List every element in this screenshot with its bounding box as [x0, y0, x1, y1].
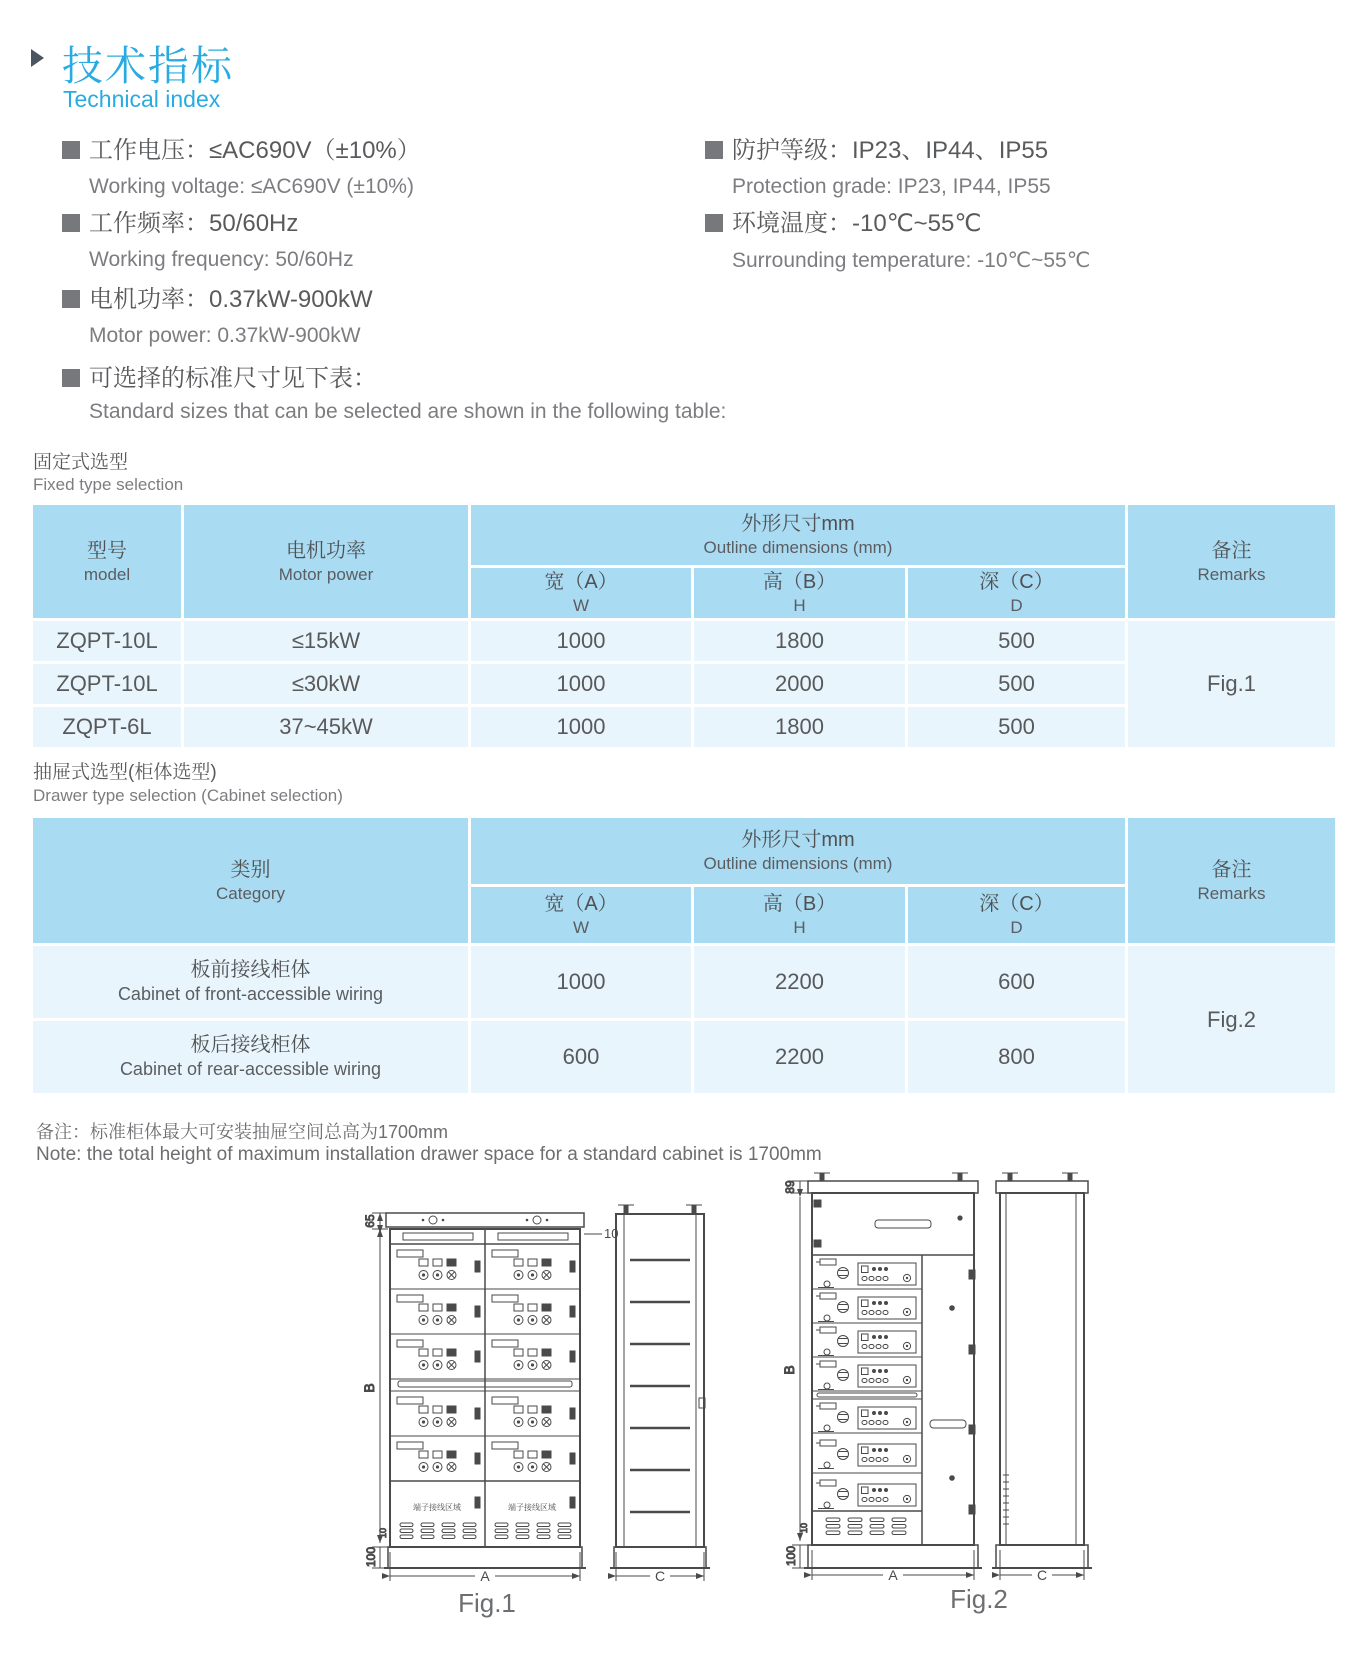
header-en: Category	[216, 883, 285, 903]
header-cn: 宽（A）	[544, 893, 618, 916]
cell-category	[33, 946, 468, 1018]
fig2-side-view	[992, 1173, 1092, 1583]
spec-en-line: Protection grade: IP23, IP44, IP55	[732, 175, 1051, 198]
cell-depth: 500	[908, 664, 1125, 704]
cell-depth: 800	[908, 1021, 1125, 1093]
col-header-width	[471, 568, 691, 618]
header-cn: 备注	[1211, 858, 1252, 881]
fig1-dim-width: A	[480, 1568, 490, 1584]
bullet-square-icon	[62, 290, 80, 308]
category-en: Cabinet of rear-accessible wiring	[119, 1059, 382, 1080]
spec-cn-line	[705, 203, 1090, 238]
fig1-terminal-area-label: 端子接线区域	[508, 1503, 556, 1512]
note-en: Note: the total height of maximum installation drawer space for a standard cabinet is 1700mm	[36, 1144, 822, 1165]
col-header-depth	[908, 568, 1125, 618]
fig1-dim-base-height: 100	[364, 1546, 378, 1568]
header-en: Outline dimensions (mm)	[703, 538, 893, 558]
header-cn: 电机功率	[286, 539, 366, 562]
col-header-height	[694, 887, 905, 943]
fixed-type-table	[30, 502, 1338, 750]
spec-en-line: Motor power: 0.37kW-900kW	[89, 324, 361, 347]
header-en: Remarks	[1197, 564, 1266, 584]
cell-model: ZQPT-10L	[33, 621, 181, 661]
bullet-square-icon	[62, 214, 80, 232]
fig1-side-view	[610, 1205, 710, 1584]
header-en: Motor power	[278, 564, 374, 584]
header-cn: 宽（A）	[544, 571, 618, 594]
table-row	[33, 946, 1335, 1018]
header-en: D	[1010, 596, 1023, 616]
table-row	[33, 621, 1335, 661]
spec-en-line: Working frequency: 50/60Hz	[89, 248, 354, 271]
cell-depth: 500	[908, 621, 1125, 661]
fig2-caption: Fig.2	[950, 1584, 1008, 1614]
fig2-front-view	[804, 1173, 982, 1568]
spec-text: 工作电压：≤AC690V（±10%）	[89, 137, 421, 164]
cell-width: 600	[471, 1021, 691, 1093]
drawer-type-table	[30, 815, 1338, 1096]
category-cn: 板前接线柜体	[190, 959, 311, 982]
section-arrow-icon	[31, 49, 44, 67]
bullet-square-icon	[62, 141, 80, 159]
spec-cn-line	[62, 130, 421, 165]
page-title: 技术指标	[62, 43, 234, 89]
spec-text: 电机功率：0.37kW-900kW	[89, 286, 373, 313]
header-en: Outline dimensions (mm)	[703, 854, 893, 874]
spec-cn-line	[705, 130, 1051, 165]
fig2-dim-body-height: B	[781, 1365, 797, 1375]
cell-width: 1000	[471, 946, 691, 1018]
note-cn: 备注：标准柜体最大可安装抽屉空间总高为1700mm	[36, 1122, 449, 1142]
cell-model: ZQPT-6L	[33, 707, 181, 747]
cell-height: 2200	[694, 1021, 905, 1093]
page-subtitle: Technical index	[63, 86, 221, 112]
header-cn: 深（C）	[979, 571, 1054, 594]
col-header-motor-power	[184, 505, 468, 618]
cell-width: 1000	[471, 664, 691, 704]
cell-model: ZQPT-10L	[33, 664, 181, 704]
section-drawer-cn: 抽屉式选型(柜体选型)	[33, 762, 217, 783]
cell-width: 1000	[471, 621, 691, 661]
spec-cn-line	[62, 358, 726, 393]
category-en: Cabinet of front-accessible wiring	[117, 984, 384, 1005]
fig1-dim-top-gap: 10	[604, 1226, 619, 1241]
fig1-fixed-cabinet-drawing	[358, 1185, 718, 1625]
header-cn: 外形尺寸mm	[741, 829, 855, 852]
cell-width: 1000	[471, 707, 691, 747]
fig2-dim-vent-gap: 10	[799, 1522, 809, 1534]
cell-power: ≤15kW	[184, 621, 468, 661]
header-en: W	[572, 918, 590, 938]
spec-motor-power	[62, 279, 373, 348]
bullet-square-icon	[705, 214, 723, 232]
header-cn: 外形尺寸mm	[741, 513, 855, 536]
spec-en-line: Working voltage: ≤AC690V (±10%)	[89, 175, 414, 198]
cell-height: 2200	[694, 946, 905, 1018]
header-cn: 深（C）	[979, 893, 1054, 916]
spec-text: 环境温度：-10℃~55℃	[732, 210, 982, 237]
fig1-dim-vent-gap: 10	[378, 1527, 388, 1539]
col-header-category	[33, 818, 468, 943]
cell-power: ≤30kW	[184, 664, 468, 704]
header-en: W	[572, 596, 590, 616]
spec-surrounding-temperature	[705, 203, 1090, 273]
cell-remarks: Fig.1	[1128, 621, 1335, 747]
fig2-dim-base-height: 100	[784, 1545, 798, 1567]
col-header-depth	[908, 887, 1125, 943]
spec-text: 工作频率：50/60Hz	[89, 210, 299, 237]
header-cn: 高（B）	[762, 893, 837, 916]
fig1-dim-cap-height: 65	[363, 1214, 377, 1228]
cell-height: 1800	[694, 621, 905, 661]
fig1-dim-depth: C	[654, 1568, 666, 1584]
spec-text: 可选择的标准尺寸见下表：	[89, 365, 377, 392]
col-header-remarks	[1128, 818, 1335, 943]
header-cn: 备注	[1211, 539, 1252, 562]
header-cn: 型号	[87, 539, 127, 562]
fig2-dimensions	[781, 1180, 974, 1583]
cell-power: 37~45kW	[184, 707, 468, 747]
fig1-front-view	[384, 1213, 586, 1568]
fig1-caption: Fig.1	[458, 1588, 516, 1618]
col-header-outline-dimensions	[471, 505, 1125, 565]
header-en: H	[793, 596, 806, 616]
col-header-model	[33, 505, 181, 618]
fig1-terminal-area-label: 端子接线区域	[413, 1503, 461, 1512]
header-en: Remarks	[1197, 883, 1266, 903]
col-header-outline-dimensions	[471, 818, 1125, 884]
cell-depth: 600	[908, 946, 1125, 1018]
spec-working-voltage	[62, 130, 421, 199]
spec-cn-line	[62, 203, 354, 238]
fig2-dim-depth: C	[1036, 1567, 1048, 1583]
spec-standard-sizes	[62, 358, 726, 424]
col-header-remarks	[1128, 505, 1335, 618]
header-en: H	[793, 918, 806, 938]
spec-en-line: Surrounding temperature: -10℃~55℃	[732, 249, 1091, 272]
header-en: D	[1010, 918, 1023, 938]
bullet-square-icon	[62, 369, 80, 387]
section-fixed-cn: 固定式选型	[33, 452, 129, 473]
cell-remarks: Fig.2	[1128, 946, 1335, 1093]
spec-protection-grade	[705, 130, 1051, 199]
col-header-height	[694, 568, 905, 618]
spec-working-frequency	[62, 203, 354, 272]
spec-text: 防护等级：IP23、IP44、IP55	[732, 137, 1049, 164]
cell-depth: 500	[908, 707, 1125, 747]
spec-cn-line	[62, 279, 373, 314]
fig2-dim-cap-height: 89	[783, 1180, 797, 1194]
fig1-dim-body-height: B	[361, 1383, 377, 1393]
header-en: model	[83, 564, 131, 584]
category-cn: 板后接线柜体	[190, 1034, 311, 1057]
fig2-drawer-cabinet-drawing	[770, 1170, 1110, 1620]
col-header-width	[471, 887, 691, 943]
cell-category	[33, 1021, 468, 1093]
cell-height: 1800	[694, 707, 905, 747]
spec-en-line: Standard sizes that can be selected are shown in the following table:	[89, 400, 727, 423]
section-fixed-en: Fixed type selection	[33, 475, 184, 494]
fig2-dim-width: A	[888, 1567, 898, 1583]
cell-height: 2000	[694, 664, 905, 704]
header-cn: 高（B）	[762, 571, 837, 594]
header-cn: 类别	[230, 858, 271, 881]
section-drawer-en: Drawer type selection (Cabinet selection)	[33, 786, 343, 805]
bullet-square-icon	[705, 141, 723, 159]
